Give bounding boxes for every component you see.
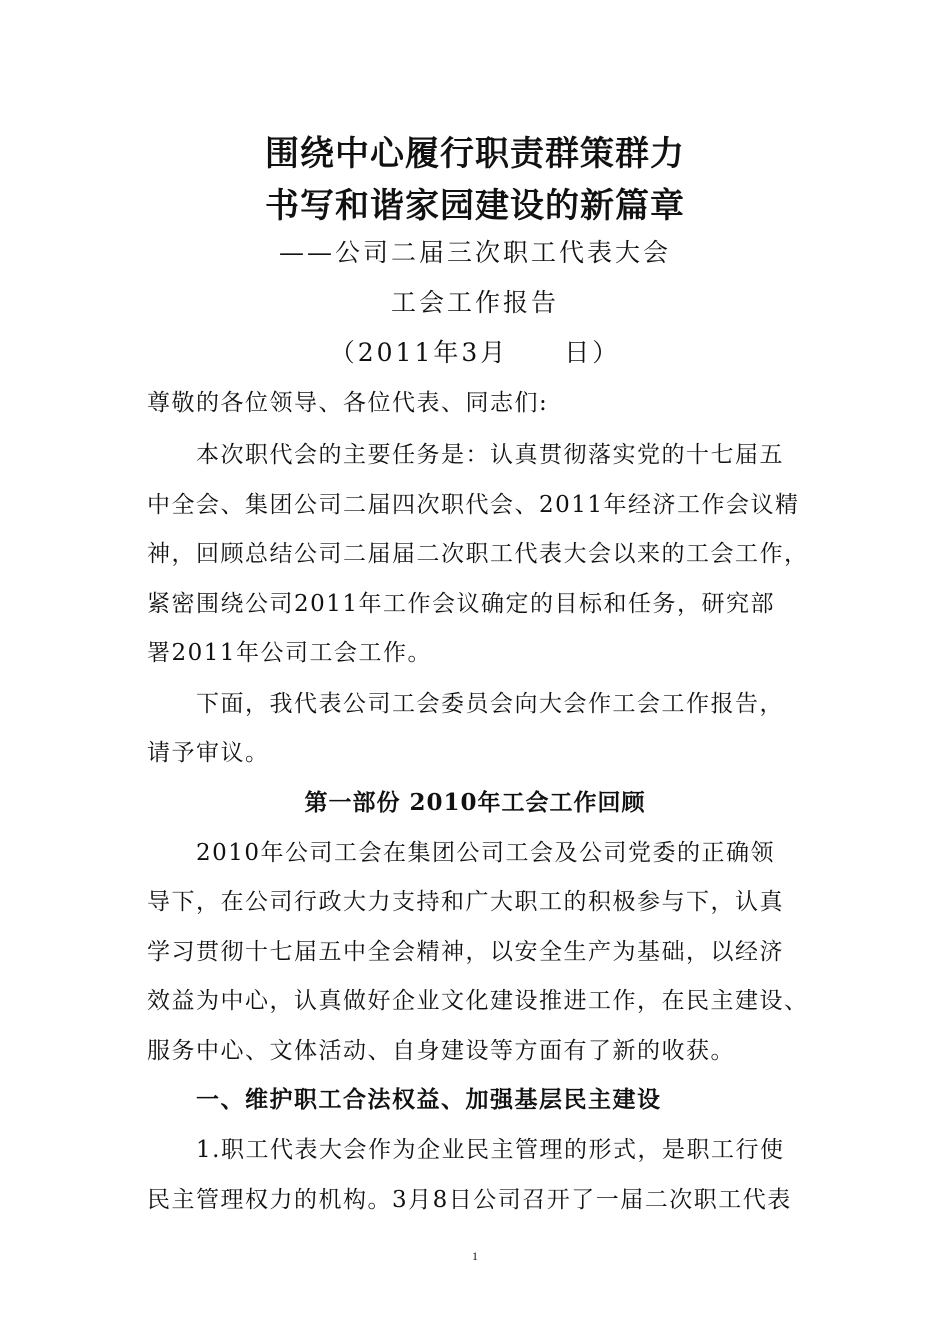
- subtitle-line-1: ——公司二届三次职工代表大会: [278, 238, 671, 267]
- paragraph-1-line-4: 紧密围绕公司2011年工作会议确定的目标和任务，研究部: [147, 591, 776, 617]
- review-line-4: 效益为中心，认真做好企业文化建设推进工作，在民主建设、: [147, 988, 809, 1014]
- title-line-1: 围绕中心履行职责群策群力: [265, 134, 685, 174]
- paragraph-1-line-3: 神，回顾总结公司二届届二次职工代表大会以来的工会工作，: [147, 541, 809, 567]
- review-line-2: 导下，在公司行政大力支持和广大职工的积极参与下，认真: [147, 889, 784, 915]
- report-date: （2011年3月 日）: [329, 338, 621, 367]
- page-number: 1: [472, 1249, 478, 1263]
- paragraph-1-line-5: 署2011年公司工会工作。: [147, 640, 433, 666]
- title-line-2: 书写和谐家园建设的新篇章: [265, 186, 685, 226]
- item-line-2: 民主管理权力的机构。3月8日公司召开了一届二次职工代表: [147, 1187, 792, 1213]
- part-heading: 第一部份 2010年工会工作回顾: [304, 789, 646, 816]
- section-heading: 一、维护职工合法权益、加强基层民主建设: [196, 1086, 662, 1113]
- salutation: 尊敬的各位领导、各位代表、同志们:: [147, 390, 549, 416]
- review-line-1: 2010年公司工会在集团公司工会及公司党委的正确领: [196, 840, 776, 866]
- review-line-5: 服务中心、文体活动、自身建设等方面有了新的收获。: [147, 1038, 735, 1064]
- review-line-3: 学习贯彻十七届五中全会精神，以安全生产为基础，以经济: [147, 939, 784, 965]
- item-line-1: 1.职工代表大会作为企业民主管理的形式，是职工行使: [196, 1137, 785, 1163]
- paragraph-1-line-2: 中全会、集团公司二届四次职代会、2011年经济工作会议精: [147, 492, 800, 518]
- paragraph-2-line-1: 下面，我代表公司工会委员会向大会作工会工作报告，: [196, 691, 784, 717]
- paragraph-2-line-2: 请予审议。: [147, 740, 270, 766]
- subtitle-line-2: 工会工作报告: [390, 288, 559, 317]
- paragraph-1-line-1: 本次职代会的主要任务是：认真贯彻落实党的十七届五: [196, 442, 784, 468]
